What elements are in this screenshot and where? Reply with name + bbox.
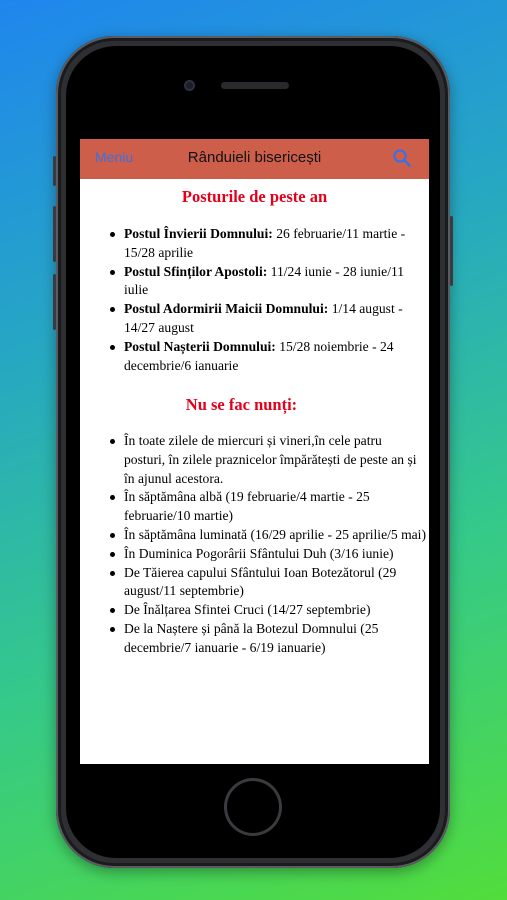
list-item: De la Naștere și până la Botezul Domnului (25 decembrie/7 ianuarie - 6/19 ianuarie) [108,620,426,658]
list-item [108,338,426,376]
fast-dates: 26 februarie/11 martie - 15/28 aprilie [124,226,406,260]
menu-button[interactable]: Meniu [95,149,134,165]
list-item: În Duminica Pogorârii Sfântului Duh (3/16 iunie) [108,545,426,564]
page-title: Rânduieli bisericești [187,149,322,166]
list-item: În săptămâna albă (19 februarie/4 martie - 25 februarie/10 martie) [108,488,426,526]
fasts-list [108,225,426,375]
no-weddings-list [108,432,426,658]
fast-name: Postul Învierii Domnului: [124,226,273,241]
list-item [108,263,426,301]
power-button [450,216,453,286]
front-camera [184,80,195,91]
volume-up-button [53,206,56,262]
volume-down-button [53,274,56,330]
section-heading-fasts: Posturile de peste an [181,187,328,206]
fast-dates: 1/14 august - 14/27 august [124,301,403,335]
fast-dates: 15/28 noiembrie - 24 decembrie/6 ianuarie [124,338,394,373]
fast-dates: 11/24 iunie - 28 iunie/11 iulie [124,263,405,298]
navigation-bar [80,139,429,179]
list-item: În săptămâna luminată (16/29 aprilie - 25 aprilie/5 mai) [108,526,426,545]
content-area [80,179,429,764]
list-item [108,225,426,263]
mute-switch [53,156,56,186]
fast-name: Postul Sfinților Apostoli: [124,263,268,279]
home-button[interactable] [224,778,282,836]
fast-name: Postul Nașterii Domnului: [124,338,276,354]
earpiece-speaker [221,82,289,89]
list-item: De Tăierea capului Sfântului Ioan Botezătorul (29 august/11 septembrie) [108,564,426,602]
app-screen [80,139,429,764]
list-item: În toate zilele de miercuri și vineri,în cele patru posturi, în zilele praznicelor împărătești de peste an și în ajunul acestora. [108,432,426,488]
search-icon[interactable] [392,148,412,168]
list-item: De Înălțarea Sfintei Cruci (14/27 septembrie) [108,601,426,620]
section-heading-no-weddings: Nu se fac nunți: [185,395,298,414]
fast-name: Postul Adormirii Maicii Domnului: [124,301,329,317]
list-item [108,300,426,338]
